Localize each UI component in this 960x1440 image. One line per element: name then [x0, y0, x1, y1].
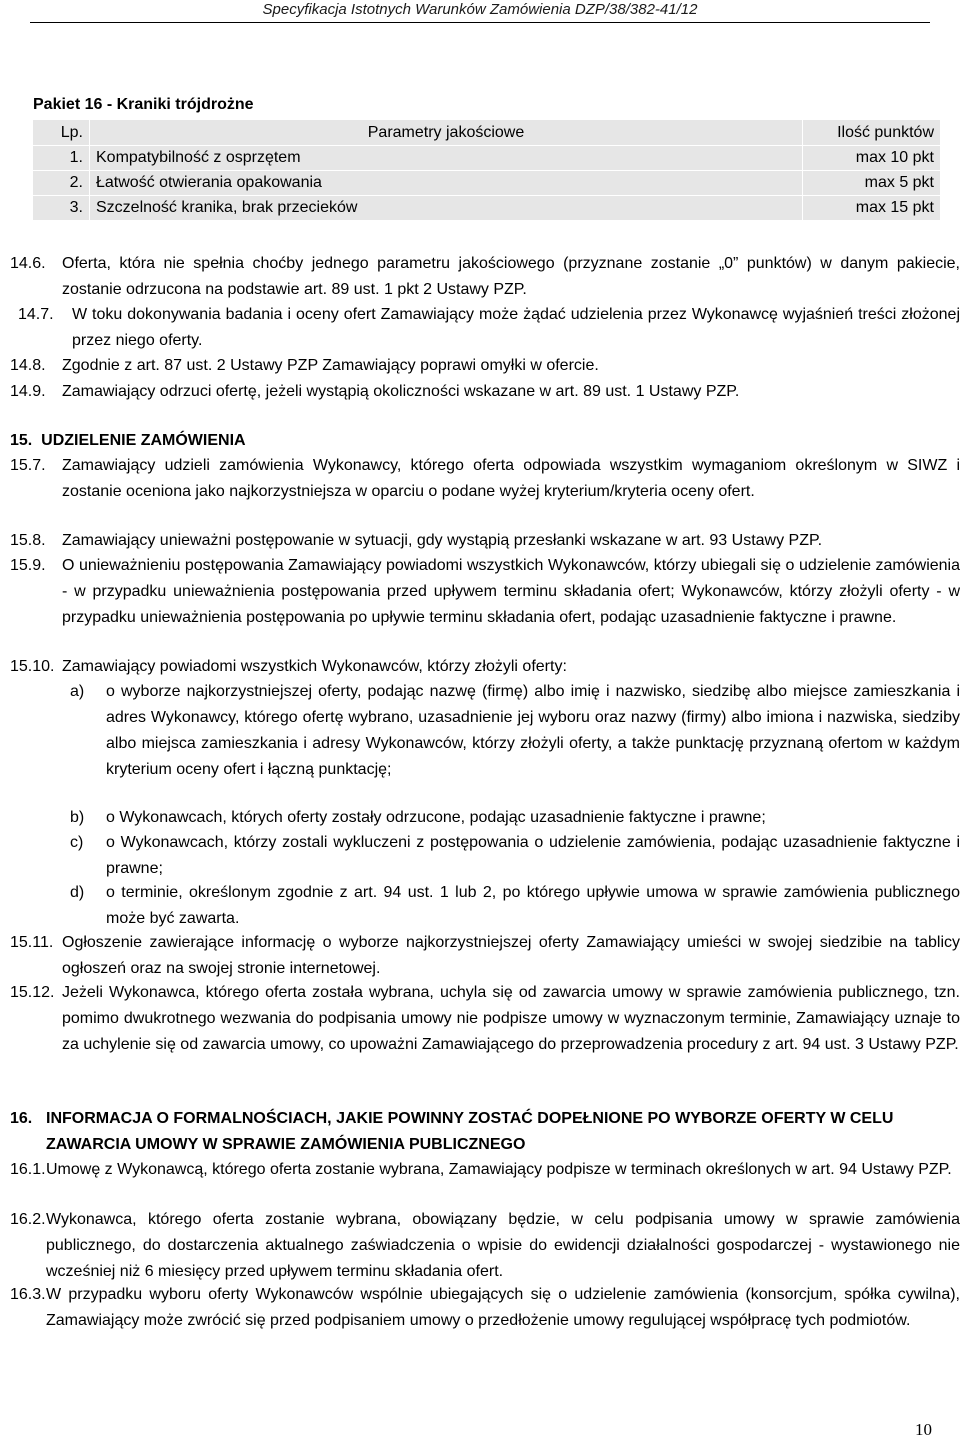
paragraph-number: 15.10.	[10, 658, 55, 675]
table-row	[33, 171, 941, 196]
list-item-label: c)	[70, 834, 84, 851]
paragraph-number: 14.7.	[18, 306, 54, 323]
paragraph-number: 16.1.	[10, 1161, 46, 1178]
cell-lp: 1.	[33, 146, 90, 171]
cell-parameter: Łatwość otwierania opakowania	[90, 171, 803, 196]
list-item-label: a)	[70, 683, 85, 700]
paragraph-15-12: Jeżeli Wykonawca, którego oferta została wybrana, uchyla się od zawarcia umowy w sprawie zamówienia publicznego, tzn. pomimo dwukrotnego wezwania do podpisania umowy nie podpisze umowy w wyznaczonym terminie, Zamawiający uznaje to za uchylenie się od zawarcia umowy, co upoważni Zamawiającego do przeprowadzenia procedury z art. 94 ust. 3 Ustawy PZP.	[62, 984, 960, 1053]
list-item-d: o terminie, określonym zgodnie z art. 94 ust. 1 lub 2, po którego upływie umowa w sprawie zamówienia publicznego może być zawarta.	[106, 884, 960, 927]
cell-lp: 2.	[33, 171, 90, 196]
paragraph-14-6: Oferta, która nie spełnia choćby jednego parametru jakościowego (przyznane zostanie „0” punktów) w danym pakiecie, zostanie odrzucona na podstawie art. 89 ust. 1 pkt 2 Ustawy PZP.	[62, 255, 960, 298]
cell-lp: 3.	[33, 196, 90, 221]
paragraph-16-1: Umowę z Wykonawcą, którego oferta zostanie wybrana, Zamawiający podpisze w terminach określonych w art. 94 Ustawy PZP.	[46, 1161, 952, 1178]
paragraph-number: 16.2.	[10, 1211, 46, 1228]
paragraph-number: 15.7.	[10, 457, 46, 474]
cell-parameter: Szczelność kranika, brak przecieków	[90, 196, 803, 221]
table-header-row	[33, 120, 941, 146]
cell-parameter: Kompatybilność z osprzętem	[90, 146, 803, 171]
paragraph-number: 15.8.	[10, 532, 46, 549]
paragraph-number: 14.6.	[10, 255, 46, 272]
paragraph-16-2: Wykonawca, którego oferta zostanie wybrana, obowiązany będzie, w celu podpisania umowy w sprawie zamówienia publicznego, do dostarczenia aktualnego zaświadczenia o wpisie do ewidencji działalności gospodarczej - wystawionego nie wcześniej niż 6 miesięcy przed upływem terminu składania ofert.	[46, 1211, 960, 1280]
paragraph-15-9: O unieważnieniu postępowania Zamawiający powiadomi wszystkich Wykonawców, którzy ubiegali się o udzielenie zamówienia - w przypadku unieważnienia postępowania przed upływem terminu składania ofert; Wykonawców, którzy złożyli oferty - w przypadku unieważnienia postępowania po upływie terminu składania ofert, podając uzasadnienie faktyczne i prawne.	[62, 557, 960, 626]
section-number: 16.	[10, 1110, 33, 1127]
paragraph-16-3: W przypadku wyboru oferty Wykonawców wspólnie ubiegających się o udzielenie zamówienia (konsorcjum, spółka cywilna), Zamawiający może zwrócić się przed podpisaniem umowy o przedłożenie umowy regulującej współpracę tych podmiotów.	[46, 1286, 960, 1329]
paragraph-14-9: Zamawiający odrzuci ofertę, jeżeli wystąpią okoliczności wskazane w art. 89 ust. 1 Ustawy PZP.	[62, 383, 740, 400]
paragraph-number: 15.9.	[10, 557, 46, 574]
paragraph-number: 16.3.	[10, 1286, 46, 1303]
cell-points: max 15 pkt	[803, 196, 941, 221]
paragraph-number: 14.8.	[10, 357, 46, 374]
page-number: 10	[915, 1420, 932, 1439]
paragraph-14-7: W toku dokonywania badania i oceny ofert Zamawiający może żądać udzielenia przez Wykonawcę wyjaśnień treści złożonej przez niego oferty.	[72, 306, 960, 349]
paragraph-number: 15.11.	[10, 934, 54, 951]
page-header	[0, 0, 960, 18]
package-title: Pakiet 16 - Kraniki trójdrożne	[33, 96, 254, 113]
table-row	[33, 196, 941, 221]
cell-points: max 10 pkt	[803, 146, 941, 171]
list-item-b: o Wykonawcach, których oferty zostały odrzucone, podając uzasadnienie faktyczne i prawne;	[106, 809, 766, 826]
section-15-heading: 15. UDZIELENIE ZAMÓWIENIA	[10, 432, 246, 449]
column-header-parameters: Parametry jakościowe	[90, 120, 803, 146]
quality-parameters-table	[32, 119, 941, 221]
paragraph-15-10: Zamawiający powiadomi wszystkich Wykonawców, którzy złożyli oferty:	[62, 658, 567, 675]
paragraph-15-8: Zamawiający unieważni postępowanie w sytuacji, gdy wystąpią przesłanki wskazane w art. 93 Ustawy PZP.	[62, 532, 823, 549]
paragraph-15-11: Ogłoszenie zawierające informację o wyborze najkorzystniejszej oferty Zamawiający umieści w swojej siedzibie na tablicy ogłoszeń oraz na swojej stronie internetowej.	[62, 934, 960, 977]
table-row	[33, 146, 941, 171]
paragraph-15-7: Zamawiający udzieli zamówienia Wykonawcy, którego oferta odpowiada wszystkim wymaganiom określonym w SIWZ i zostanie oceniona jako najkorzystniejsza w oparciu o podane wyżej kryterium/kryteria oceny ofert.	[62, 457, 960, 500]
list-item-label: d)	[70, 884, 85, 901]
paragraph-14-8: Zgodnie z art. 87 ust. 2 Ustawy PZP Zamawiający poprawi omyłki w ofercie.	[62, 357, 599, 374]
header-title: Specyfikacja Istotnych Warunków Zamówienia DZP/38/382-41/12	[262, 1, 698, 18]
paragraph-number: 15.12.	[10, 984, 55, 1001]
list-item-a: o wyborze najkorzystniejszej oferty, podając nazwę (firmę) albo imię i nazwisko, siedzibę albo miejsce zamieszkania i adres Wykonawcy, którego ofertę wybrano, uzasadnienie jej wyboru oraz nazwy (firmy) albo imiona i nazwiska, siedziby albo miejsca zamieszkania i adresy Wykonawców, którzy złożyli oferty, a także punktację przyznaną ofertom w każdym kryterium oceny ofert i łączną punktację;	[106, 683, 960, 778]
list-item-label: b)	[70, 809, 85, 826]
section-16-heading: INFORMACJA O FORMALNOŚCIACH, JAKIE POWINNY ZOSTAĆ DOPEŁNIONE PO WYBORZE OFERTY W CELU ZAWARCIA UMOWY W SPRAWIE ZAMÓWIENIA PUBLICZNEGO	[46, 1110, 894, 1153]
cell-points: max 5 pkt	[803, 171, 941, 196]
header-divider	[30, 22, 930, 23]
column-header-points: Ilość punktów	[803, 120, 941, 146]
paragraph-number: 14.9.	[10, 383, 46, 400]
list-item-c: o Wykonawcach, którzy zostali wykluczeni z postępowania o udzielenie zamówienia, podając uzasadnienie faktyczne i prawne;	[106, 834, 960, 877]
column-header-lp: Lp.	[33, 120, 90, 146]
